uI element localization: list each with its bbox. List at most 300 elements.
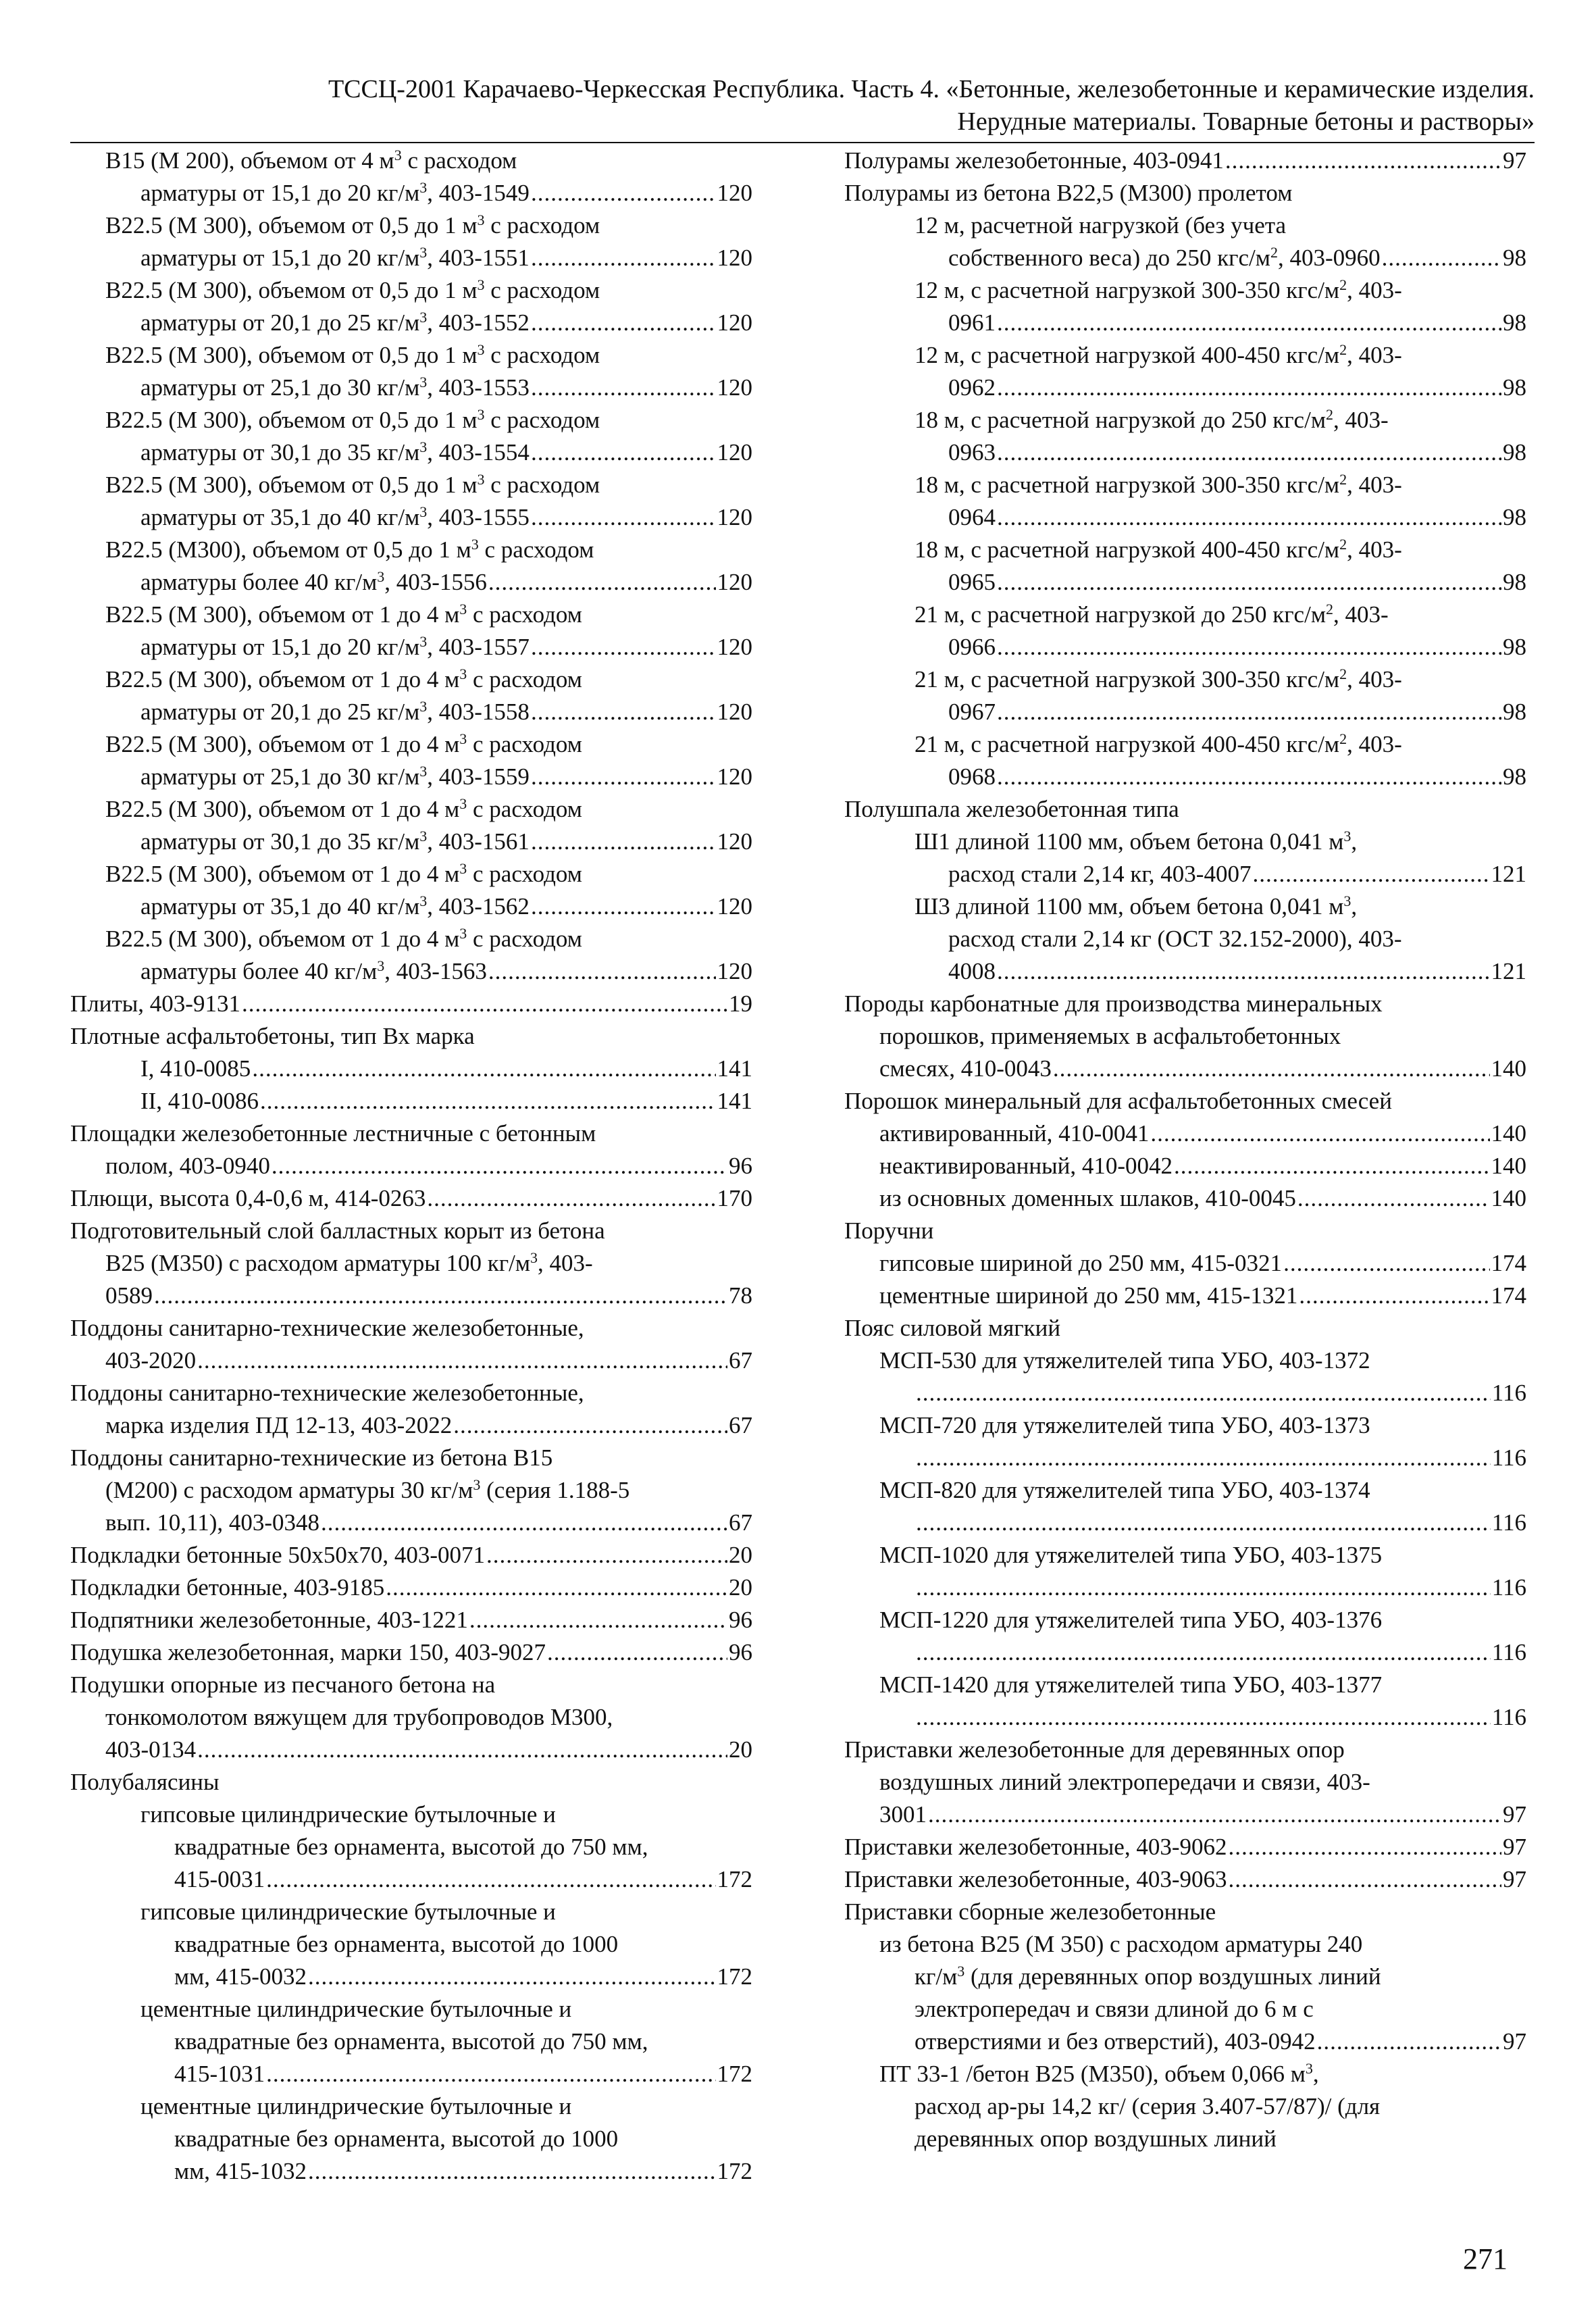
index-entry-text: Площадки железобетонные лестничные с бетонным [70, 1120, 596, 1147]
index-entry-line [70, 1053, 752, 1085]
index-entry-text: деревянных опор воздушных линий [915, 2126, 1277, 2152]
index-entry-line [844, 1961, 1526, 1993]
index-entry-line [844, 1247, 1526, 1280]
index-entry [70, 339, 752, 404]
index-entry-text: квадратные без орнамента, высотой до 750 мм, [174, 1834, 648, 1860]
index-entry-line [70, 1474, 752, 1507]
index-entry-line [70, 469, 752, 501]
index-page-ref: 67 [729, 1509, 752, 1536]
index-page-ref: 121 [1491, 861, 1526, 887]
index-entry-text: арматуры более 40 $кг/м^3$, 403-1563 [140, 957, 487, 984]
index-entry-line [70, 631, 752, 663]
index-entry-line [844, 1409, 1526, 1442]
index-entry-line [70, 1831, 752, 1863]
index-page-ref: 120 [717, 374, 752, 401]
index-entry-line [844, 1474, 1526, 1507]
index-entry-line [70, 566, 752, 599]
index-page-ref: 141 [717, 1055, 752, 1082]
dot-leader [997, 631, 1501, 663]
index-entry-text: арматуры от 25,1 до 30 $кг/м^3$, 403-1553 [140, 374, 530, 401]
index-entry-text: 0965 [948, 569, 996, 595]
index-entry [844, 145, 1526, 177]
dot-leader [997, 307, 1501, 339]
index-page-ref: 97 [1503, 1866, 1526, 1892]
index-page-ref: 120 [717, 958, 752, 984]
index-page-ref: 96 [729, 1607, 752, 1633]
index-entry-line [844, 1831, 1526, 1863]
index-entry-text: 0589 [105, 1282, 153, 1309]
index-entry-text: арматуры от 35,1 до 40 $кг/м^3$, 403-1555 [140, 503, 530, 530]
index-entry-text: Полурамы из бетона В22,5 (М300) пролетом [844, 180, 1293, 206]
index-entry-text: Плющи, высота 0,4-0,6 м, 414-0263 [70, 1185, 426, 1211]
dot-leader [531, 242, 716, 274]
index-entry-line [844, 858, 1526, 890]
index-entry-line [70, 1701, 752, 1734]
index-page-ref: 172 [717, 2158, 752, 2184]
dot-leader [916, 1442, 1491, 1474]
index-column-right [844, 145, 1526, 2155]
index-entry-line [844, 988, 1526, 1020]
index-page-ref: 120 [717, 634, 752, 660]
dot-leader [928, 1799, 1501, 1831]
index-entry-line [70, 1020, 752, 1053]
index-page-ref: 174 [1491, 1282, 1526, 1309]
index-entry [70, 1896, 752, 1993]
running-header [70, 73, 1535, 138]
index-entry-line [844, 2090, 1526, 2123]
dot-leader [1297, 1182, 1490, 1215]
dot-leader [916, 1377, 1491, 1409]
index-entry-text: квадратные без орнамента, высотой до 1000 [174, 1931, 619, 1957]
index-entry-text: Подпятники железобетонные, 403-1221 [70, 1607, 468, 1633]
index-page-ref: 98 [1503, 439, 1526, 466]
index-entry-text: 18 м, с расчетной нагрузкой до 250 кгс/$м^2$, 403- [915, 406, 1389, 433]
index-entry-text: 21 м, с расчетной нагрузкой до 250 кгс/$м^2$, 403- [915, 601, 1389, 628]
index-entry-line [844, 1215, 1526, 1247]
index-entry [844, 663, 1526, 728]
index-entry-line [70, 1896, 752, 1928]
index-entry-line [70, 2026, 752, 2058]
index-page-ref: 98 [1503, 374, 1526, 401]
index-entry-text: II, 410-0086 [140, 1088, 259, 1114]
index-entry-line [844, 145, 1526, 177]
dot-leader [242, 988, 727, 1020]
dot-leader [531, 890, 716, 923]
index-entry-line [844, 2123, 1526, 2155]
index-entry-line [70, 274, 752, 307]
index-entry-line [844, 1020, 1526, 1053]
index-entry-text: арматуры от 15,1 до 20 $кг/м^3$, 403-1551 [140, 244, 530, 271]
index-entry-line [70, 923, 752, 955]
index-entry-text: вып. 10,11), 403-0348 [105, 1509, 320, 1536]
index-entry-line [70, 599, 752, 631]
index-entry-text: арматуры от 25,1 до 30 $кг/м^3$, 403-1559 [140, 763, 530, 790]
dot-leader [531, 631, 716, 663]
index-entry [844, 1474, 1526, 1539]
index-entry-line [70, 1961, 752, 1993]
index-entry-line [844, 793, 1526, 826]
index-page-ref: 97 [1503, 1834, 1526, 1860]
dot-leader [531, 826, 716, 858]
index-entry-text: Приставки железобетонные для деревянных опор [844, 1736, 1345, 1763]
index-entry-line [70, 1085, 752, 1117]
dot-leader [154, 1280, 727, 1312]
index-page-ref: 172 [717, 1963, 752, 1990]
index-page-ref: 116 [1491, 1444, 1526, 1471]
index-entry [70, 599, 752, 663]
index-entry [70, 1604, 752, 1636]
index-page-ref: 98 [1503, 569, 1526, 595]
index-entry-text: из основных доменных шлаков, 410-0045 [879, 1185, 1296, 1211]
index-entry-line [70, 534, 752, 566]
index-entry-line [844, 242, 1526, 274]
dot-leader [916, 1636, 1491, 1669]
index-entry-line [844, 1182, 1526, 1215]
index-entry-text: В22.5 (М 300), объемом от 0,5 до 1 $м^3$ с расходом [105, 406, 600, 433]
index-entry-line [844, 955, 1526, 988]
index-entry-line [70, 436, 752, 469]
dot-leader [531, 177, 716, 209]
index-entry-line [844, 1799, 1526, 1831]
index-entry-text: марка изделия ПД 12-13, 403-2022 [105, 1412, 453, 1438]
index-entry-text: расход стали 2,14 кг, 403-4007 [948, 861, 1252, 887]
dot-leader [266, 1863, 715, 1896]
index-entry-line [70, 1636, 752, 1669]
index-entry-line [70, 1799, 752, 1831]
dot-leader [916, 1571, 1491, 1604]
index-entry-line [70, 1766, 752, 1799]
index-entry-text: 0964 [948, 504, 996, 530]
index-entry-line [844, 1896, 1526, 1928]
index-entry-line [844, 1734, 1526, 1766]
index-entry-line [70, 177, 752, 209]
index-entry [844, 1312, 1526, 1409]
index-page-ref: 97 [1503, 147, 1526, 174]
index-entry-text: 12 м, расчетной нагрузкой (без учета [915, 212, 1287, 238]
index-entry [844, 793, 1526, 890]
index-entry-line [844, 923, 1526, 955]
index-entry-line [844, 1085, 1526, 1117]
index-entry-text: В22.5 (М 300), объемом от 0,5 до 1 $м^3$ с расходом [105, 341, 600, 368]
index-entry-text: Пояс силовой мягкий [844, 1315, 1061, 1341]
index-page-ref: 174 [1491, 1250, 1526, 1276]
index-entry [844, 1409, 1526, 1474]
index-entry-line [70, 2090, 752, 2123]
dot-leader [1252, 858, 1489, 890]
index-entry-line [70, 209, 752, 242]
index-entry-line [844, 534, 1526, 566]
index-entry-line [844, 663, 1526, 696]
index-entry-line [70, 501, 752, 534]
index-entry-text: В22.5 (М300), объемом от 0,5 до 1 $м^3$ с расходом [105, 536, 594, 563]
dot-leader [1283, 1247, 1489, 1280]
index-entry-line [70, 1669, 752, 1701]
index-entry-text: Полурамы железобетонные, 403-0941 [844, 147, 1224, 174]
dot-leader [321, 1507, 727, 1539]
index-entry-text: арматуры от 30,1 до 35 $кг/м^3$, 403-1554 [140, 438, 530, 466]
index-entry-line [844, 1604, 1526, 1636]
index-entry-line [70, 1344, 752, 1377]
dot-leader [531, 372, 716, 404]
index-entry-text: 18 м, с расчетной нагрузкой 300-350 кгс/$м^2$, 403- [915, 471, 1402, 498]
index-entry-text: Поддоны санитарно-технические из бетона В15 [70, 1444, 553, 1471]
index-entry-text: арматуры от 20,1 до 25 $кг/м^3$, 403-1558 [140, 698, 530, 725]
dot-leader [469, 1604, 727, 1636]
index-entry [844, 1085, 1526, 1215]
index-entry-text: гипсовые цилиндрические бутылочные и [140, 1801, 556, 1828]
index-entry-text: гипсовые шириной до 250 мм, 415-0321 [879, 1250, 1283, 1276]
index-entry-line [70, 1280, 752, 1312]
index-entry-line [70, 404, 752, 436]
index-entry-text: В22.5 (М 300), объемом от 1 до 4 $м^3$ с расходом [105, 730, 582, 757]
index-entry-text: Поручни [844, 1217, 934, 1244]
index-entry-text: арматуры от 30,1 до 35 $кг/м^3$, 403-1561 [140, 828, 530, 855]
dot-leader [1053, 1053, 1490, 1085]
dot-leader [916, 1701, 1491, 1734]
index-entry-text: В22.5 (М 300), объемом от 1 до 4 $м^3$ с расходом [105, 665, 582, 693]
index-entry [844, 177, 1526, 274]
index-page-ref: 116 [1491, 1574, 1526, 1601]
index-entry-text: квадратные без орнамента, высотой до 750 мм, [174, 2028, 648, 2055]
index-entry-line [70, 826, 752, 858]
index-entry-text: активированный, 410-0041 [879, 1120, 1150, 1147]
index-entry [70, 1020, 752, 1117]
index-entry-line [844, 339, 1526, 372]
index-entry-line [844, 1766, 1526, 1799]
index-entry-text: Ш3 длиной 1100 мм, объем бетона 0,041 $м^3$, [915, 892, 1358, 920]
index-entry-line [70, 1215, 752, 1247]
index-page-ref: 120 [717, 180, 752, 206]
index-entry-text: 0961 [948, 309, 996, 336]
dot-leader [486, 1539, 727, 1571]
index-page-ref: 140 [1491, 1055, 1526, 1082]
index-page-ref: 98 [1503, 634, 1526, 660]
index-entry-text: В22.5 (М 300), объемом от 1 до 4 $м^3$ с расходом [105, 860, 582, 887]
dot-leader [260, 1085, 716, 1117]
index-entry [844, 1539, 1526, 1604]
dot-leader [1150, 1117, 1489, 1150]
index-entry [70, 469, 752, 534]
index-entry-text: В25 (М350) с расходом арматуры 100 $кг/м^3$, 403- [105, 1249, 593, 1276]
index-entry [844, 1896, 1526, 2058]
index-page-ref: 67 [729, 1412, 752, 1438]
index-entry-line [70, 1539, 752, 1571]
index-entry [70, 1799, 752, 1896]
index-entry [844, 1863, 1526, 1896]
index-entry-line [844, 1636, 1526, 1669]
index-page-ref: 96 [729, 1153, 752, 1179]
index-page-ref: 116 [1491, 1639, 1526, 1665]
index-entry-text: цементные цилиндрические бутылочные и [140, 1996, 572, 2022]
index-entry [70, 404, 752, 469]
index-entry-line [70, 145, 752, 177]
index-page-ref: 98 [1503, 699, 1526, 725]
index-entry-text: квадратные без орнамента, высотой до 1000 [174, 2126, 619, 2152]
dot-leader [197, 1734, 727, 1766]
index-entry-text: расход стали 2,14 кг (ОСТ 32.152-2000), 403- [948, 926, 1402, 952]
index-entry-line [70, 793, 752, 826]
header-rule [70, 142, 1535, 143]
index-page-ref: 120 [717, 893, 752, 920]
index-entry-text: I, 410-0085 [140, 1055, 251, 1082]
index-entry-text: порошков, применяемых в асфальтобетонных [879, 1023, 1341, 1049]
index-entry-text: 12 м, с расчетной нагрузкой 300-350 кгс/$м^2$, 403- [915, 276, 1402, 303]
dot-leader [308, 1961, 716, 1993]
index-entry [844, 1734, 1526, 1831]
index-entry-line [844, 728, 1526, 761]
index-entry-line [70, 1150, 752, 1182]
dot-leader [531, 307, 716, 339]
index-entry-line [844, 566, 1526, 599]
index-entry [844, 469, 1526, 534]
index-entry-text: арматуры от 15,1 до 20 $кг/м^3$, 403-1549 [140, 179, 530, 206]
index-page-ref: 116 [1491, 1704, 1526, 1730]
index-entry [70, 274, 752, 339]
index-entry-text: Ш1 длиной 1100 мм, объем бетона 0,041 $м^3$, [915, 828, 1358, 855]
header-line-1: ТССЦ-2001 Карачаево-Черкесская Республика. Часть 4. «Бетонные, железобетонные и керамические изделия. [328, 75, 1535, 103]
index-page-ref: 120 [717, 245, 752, 271]
index-entry-text: из бетона В25 (М 350) с расходом арматуры 240 [879, 1931, 1363, 1957]
dot-leader [997, 436, 1501, 469]
index-page-ref: 98 [1503, 763, 1526, 790]
index-entry [70, 1182, 752, 1215]
index-entry-line [844, 436, 1526, 469]
index-entry [70, 1539, 752, 1571]
dot-leader [453, 1409, 727, 1442]
index-entry-text: неактивированный, 410-0042 [879, 1153, 1173, 1179]
dot-leader [272, 1150, 727, 1182]
index-entry-line [70, 339, 752, 372]
index-entry-line [844, 209, 1526, 242]
index-page-ref: 67 [729, 1347, 752, 1374]
index-page-ref: 172 [717, 1866, 752, 1892]
index-entry [70, 2090, 752, 2188]
index-entry-line [70, 307, 752, 339]
index-entry-line [70, 728, 752, 761]
index-entry-line [844, 1312, 1526, 1344]
index-page-ref: 97 [1503, 2028, 1526, 2055]
dot-leader [252, 1053, 715, 1085]
index-entry-line [844, 274, 1526, 307]
dot-leader [1225, 145, 1501, 177]
index-entry [70, 1215, 752, 1312]
index-entry-line [844, 1507, 1526, 1539]
index-entry-line [844, 631, 1526, 663]
index-entry-text: арматуры от 15,1 до 20 $кг/м^3$, 403-1557 [140, 633, 530, 660]
index-entry-line [844, 1701, 1526, 1734]
index-entry [70, 1312, 752, 1377]
index-entry-line [70, 1377, 752, 1409]
index-page-ref: 120 [717, 828, 752, 855]
index-entry-text: цементные цилиндрические бутылочные и [140, 2093, 572, 2119]
index-entry-line [70, 2123, 752, 2155]
index-page-ref: 120 [717, 763, 752, 790]
dot-leader [266, 2058, 715, 2090]
index-entry [70, 793, 752, 858]
index-entry [70, 1636, 752, 1669]
dot-leader [531, 761, 716, 793]
index-entry [844, 534, 1526, 599]
index-entry-line [844, 1928, 1526, 1961]
index-entry-text: ПТ 33-1 /бетон В25 (М350), объем 0,066 $м^3$, [879, 2060, 1319, 2087]
index-entry-text: 0967 [948, 699, 996, 725]
dot-leader [997, 566, 1501, 599]
index-entry-text: (М200) с расходом арматуры 30 $кг/м^3$ (серия 1.188-5 [105, 1476, 630, 1503]
index-page-ref: 20 [729, 1574, 752, 1601]
index-entry [844, 2058, 1526, 2155]
index-entry-text: $кг/м^3$ (для деревянных опор воздушных линий [915, 1963, 1381, 1990]
index-entry-line [844, 599, 1526, 631]
index-entry [844, 890, 1526, 988]
dot-leader [997, 761, 1501, 793]
index-entry-line [70, 955, 752, 988]
index-entry [70, 145, 752, 209]
index-page-ref: 98 [1503, 504, 1526, 530]
index-entry-line [844, 696, 1526, 728]
index-entry-line [70, 988, 752, 1020]
index-entry-text: В22.5 (М 300), объемом от 1 до 4 $м^3$ с расходом [105, 795, 582, 822]
index-entry-text: 21 м, с расчетной нагрузкой 400-450 кгс/$м^2$, 403- [915, 730, 1402, 757]
index-entry-line [844, 307, 1526, 339]
index-entry [70, 663, 752, 728]
index-entry-text: тонкомолотом вяжущем для трубопроводов М300, [105, 1704, 613, 1730]
index-entry [70, 1117, 752, 1182]
index-entry-text: 0963 [948, 439, 996, 466]
index-entry [844, 988, 1526, 1085]
index-entry-line [70, 890, 752, 923]
index-entry-line [70, 2155, 752, 2188]
dot-leader [1229, 1863, 1502, 1896]
index-entry-text: 415-0031 [174, 1866, 265, 1892]
index-entry-line [844, 2026, 1526, 2058]
index-entry [70, 988, 752, 1020]
index-entry-text: Подготовительный слой балластных корыт из бетона [70, 1217, 605, 1244]
index-entry-text: Полубалясины [70, 1769, 220, 1795]
index-entry-line [70, 242, 752, 274]
index-entry [70, 1442, 752, 1539]
index-entry [844, 404, 1526, 469]
index-entry-text: 0966 [948, 634, 996, 660]
index-entry-line [70, 1312, 752, 1344]
index-entry-line [844, 761, 1526, 793]
index-entry-line [844, 890, 1526, 923]
index-entry-line [70, 858, 752, 890]
dot-leader [547, 1636, 727, 1669]
index-entry-line [844, 501, 1526, 534]
page-number: 271 [1463, 2242, 1508, 2275]
index-entry-line [70, 1182, 752, 1215]
index-entry-line [70, 1928, 752, 1961]
index-entry [844, 339, 1526, 404]
index-entry-text: Полушпала железобетонная типа [844, 796, 1179, 822]
index-page-ref: 98 [1503, 245, 1526, 271]
index-page-ref: 96 [729, 1639, 752, 1665]
dot-leader [197, 1344, 727, 1377]
index-entry-line [844, 1377, 1526, 1409]
index-entry-text: 21 м, с расчетной нагрузкой 300-350 кгс/$м^2$, 403- [915, 665, 1402, 693]
index-entry-line [844, 372, 1526, 404]
index-entry-text: Подкладки бетонные, 403-9185 [70, 1574, 385, 1601]
index-entry-line [844, 2058, 1526, 2090]
index-page-ref: 121 [1491, 958, 1526, 984]
index-page-ref: 98 [1503, 309, 1526, 336]
index-entry-text: В15 (М 200), объемом от 4 $м^3$ с расходом [105, 147, 517, 174]
index-page-ref: 20 [729, 1736, 752, 1763]
index-page-ref: 141 [717, 1088, 752, 1114]
index-page-ref: 140 [1491, 1185, 1526, 1211]
index-page-ref: 120 [717, 309, 752, 336]
index-entry-text: цементные шириной до 250 мм, 415-1321 [879, 1282, 1298, 1309]
